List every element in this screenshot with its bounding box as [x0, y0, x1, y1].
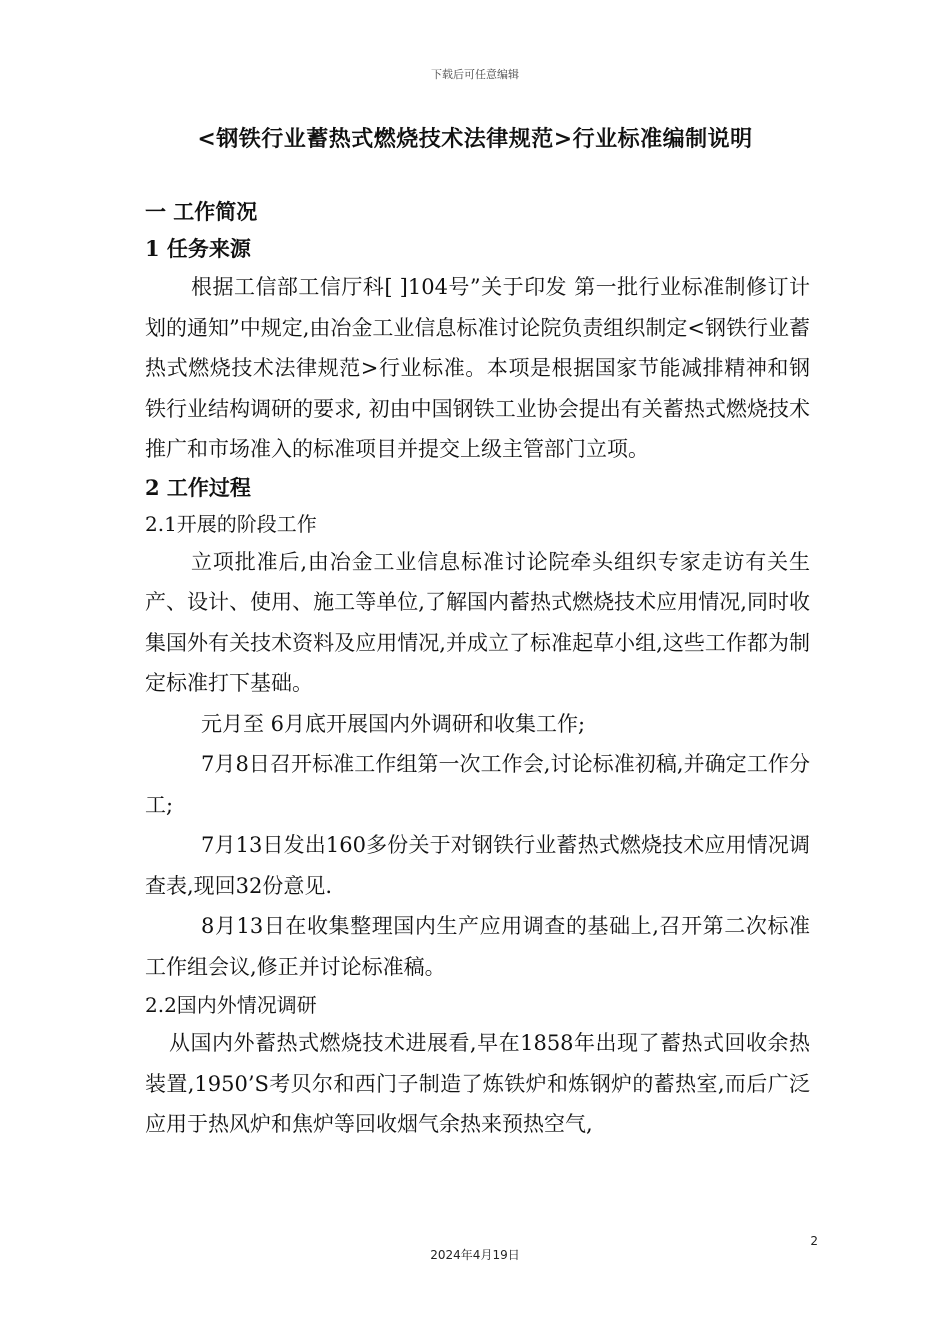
timeline-item: 8月13日在收集整理国内生产应用调查的基础上,召开第二次标准工作组会议,修正并讨论标准稿。	[145, 914, 810, 979]
document-title: <钢铁行业蓄热式燃烧技术法律规范>行业标准编制说明	[197, 126, 753, 152]
task-source-paragraph: 根据工信部工信厅科[ ]104号”关于印发 第一批行业标准制修订计划的通知”中规定,由冶金工业信息标准讨论院负责组织制定<钢铁行业蓄热式燃烧技术法律规范>行业标准。本项是根据国家节能减排精神和钢铁行业结构调研的要求, 初由中国钢铁工业协会提出有关蓄热式燃烧技术推广和市场准入的标准项目并提交上级主管部门立项。	[145, 275, 811, 461]
research-paragraph: 从国内外蓄热式燃烧技术进展看,早在1858年出现了蓄热式回收余热装置,1950’S考贝尔和西门子制造了炼铁炉和炼钢炉的蓄热室,而后广泛应用于热风炉和焦炉等回收烟气余热来预热空气,	[145, 1031, 810, 1136]
subsection-heading-work-process: 2 工作过程	[145, 474, 251, 500]
timeline-item: 元月至 6月底开展国内外调研和收集工作;	[201, 711, 586, 736]
timeline-item: 7月13日发出160多份关于对钢铁行业蓄热式燃烧技术应用情况调查表,现回32份意见.	[145, 833, 810, 898]
subsection-heading-domestic-foreign-research: 2.2国内外情况调研	[145, 993, 317, 1017]
header-note: 下载后可任意编辑	[431, 68, 519, 81]
document-body	[145, 193, 810, 1145]
subsection-heading-task-source: 1 任务来源	[145, 236, 251, 261]
timeline-item: 7月8日召开标准工作组第一次工作会,讨论标准初稿,并确定工作分工;	[145, 752, 810, 817]
page-number: 2	[810, 1234, 818, 1248]
footer-date: 2024年4月19日	[430, 1248, 520, 1262]
subsection-heading-stage-work: 2.1开展的阶段工作	[145, 511, 317, 536]
section-heading-work-overview: 一 工作简况	[145, 199, 258, 224]
stage-work-paragraph: 立项批准后,由冶金工业信息标准讨论院牵头组织专家走访有关生产、设计、使用、施工等单位,了解国内蓄热式燃烧技术应用情况,同时收集国外有关技术资料及应用情况,并成立了标准起草小组,这些工作都为制定标准打下基础。	[145, 549, 810, 695]
